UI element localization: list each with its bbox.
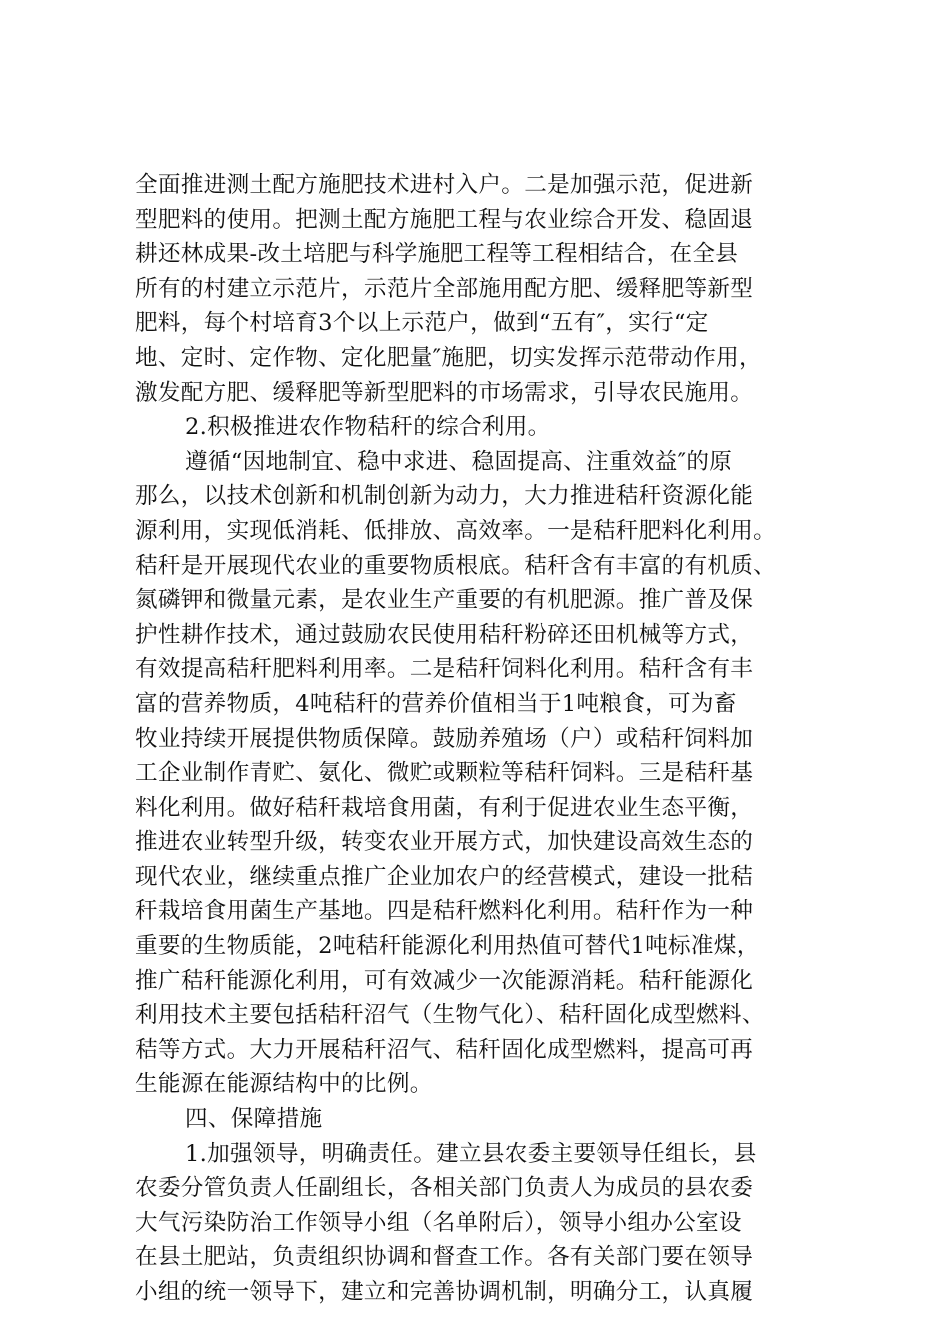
text-line: 小组的统一领导下，建立和完善协调机制，明确分工，认真履 (135, 1279, 754, 1305)
text-line: 富的营养物质，4吨秸秆的营养价值相当于1吨粮食，可为畜 (135, 690, 737, 717)
text-line: 所有的村建立示范片，示范片全部施用配方肥、缓释肥等新型 (135, 275, 754, 302)
text-line: 氮磷钾和微量元素，是农业生产重要的有机肥源。推广普及保 (135, 587, 754, 614)
text-line: 1.加强领导，明确责任。建立县农委主要领导任组长，县 (185, 1140, 757, 1167)
text-line: 型肥料的使用。把测土配方施肥工程与农业综合开发、稳固退 (135, 206, 754, 233)
text-line: 重要的生物质能，2吨秸秆能源化利用热值可替代1吨标准煤， (135, 933, 760, 960)
text-line: 推进农业转型升级，转变农业开展方式，加快建设高效生态的 (135, 829, 754, 856)
text-line: 利用技术主要包括秸秆沼气（生物气化）、秸秆固化成型燃料、 (135, 1002, 765, 1029)
text-line: 秸秆是开展现代农业的重要物质根底。秸秆含有丰富的有机质、 (135, 552, 777, 579)
text-line: 料化利用。做好秸秆栽培食用菌，有利于促进农业生态平衡， (135, 794, 754, 821)
text-line: 现代农业，继续重点推广企业加农户的经营模式，建设一批秸 (135, 863, 754, 890)
text-line: 推广秸秆能源化利用，可有效减少一次能源消耗。秸秆能源化 (135, 967, 754, 994)
text-line: 大气污染防治工作领导小组（名单附后），领导小组办公室设 (135, 1209, 742, 1236)
text-line: 全面推进测土配方施肥技术进村入户。二是加强示范，促进新 (135, 172, 754, 198)
text-line: 耕还林成果-改土培肥与科学施肥工程等工程相结合，在全县 (135, 241, 739, 268)
text-line: 2.积极推进农作物秸秆的综合利用。 (185, 414, 551, 441)
text-line: 牧业持续开展提供物质保障。鼓励养殖场（户）或秸秆饲料加 (135, 725, 754, 752)
text-line: 秆栽培食用菌生产基地。四是秸秆燃料化利用。秸秆作为一种 (135, 898, 754, 925)
text-line: 地、定时、定作物、定化肥量″施肥，切实发挥示范带动作用， (135, 344, 762, 371)
text-line: 激发配方肥、缓释肥等新型肥料的市场需求，引导农民施用。 (135, 379, 754, 406)
text-line: 有效提高秸秆肥料利用率。二是秸秆饲料化利用。秸秆含有丰 (135, 656, 754, 683)
text-line: 遵循“因地制宜、稳中求进、稳固提高、注重效益″的原 (185, 448, 733, 475)
text-line: 工企业制作青贮、氨化、微贮或颗粒等秸秆饲料。三是秸秆基 (135, 760, 754, 787)
text-line: 源利用，实现低消耗、低排放、高效率。一是秸秆肥料化利用。 (135, 517, 777, 544)
document-body (135, 168, 835, 1310)
text-line: 农委分管负责人任副组长，各相关部门负责人为成员的县农委 (135, 1175, 754, 1202)
text-line: 护性耕作技术，通过鼓励农民使用秸秆粉碎还田机械等方式， (135, 621, 754, 648)
text-line: 那么，以技术创新和机制创新为动力，大力推进秸秆资源化能 (135, 483, 754, 510)
text-line: 秸等方式。大力开展秸秆沼气、秸秆固化成型燃料，提高可再 (135, 1036, 754, 1063)
text-line: 肥料，每个村培育3个以上示范户，做到“五有″，实行“定 (135, 310, 709, 337)
text-line: 生能源在能源结构中的比例。 (135, 1071, 433, 1098)
text-line: 在县土肥站，负责组织协调和督查工作。各有关部门要在领导 (135, 1244, 754, 1271)
text-line: 四、保障措施 (185, 1106, 323, 1133)
